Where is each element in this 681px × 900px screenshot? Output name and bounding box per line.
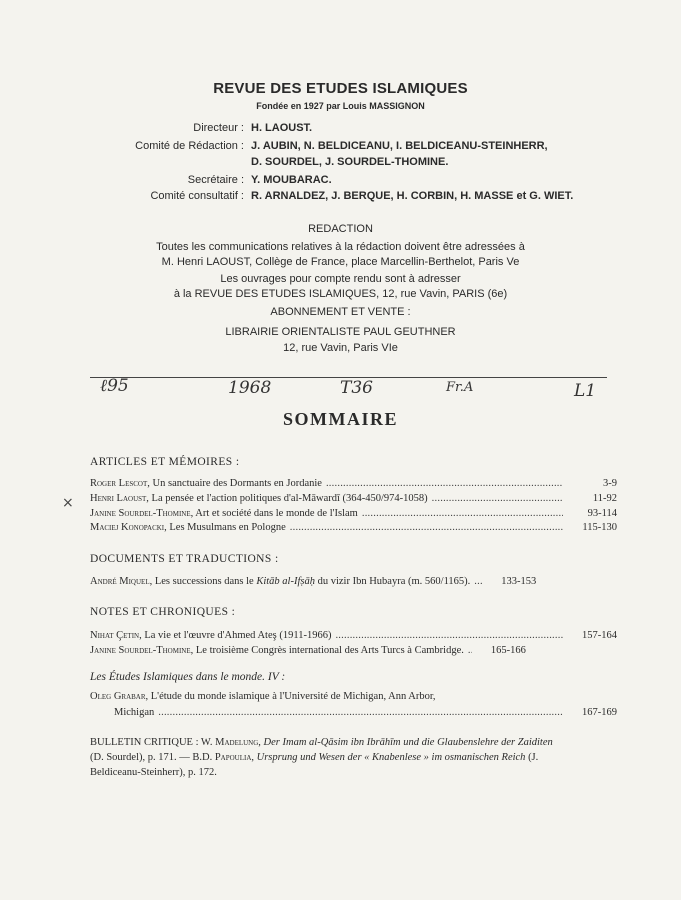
toc-title: , La vie et l'œuvre d'Ahmed Ateş (1911-1966)	[139, 630, 332, 641]
secretary-value: Y. MOUBARAC.	[251, 174, 332, 186]
toc-pages: 3-9	[603, 478, 617, 489]
toc-title-end: du vizir Ibn Hubayra (m. 560/1165).	[314, 576, 471, 587]
toc-entry[interactable]	[90, 575, 617, 589]
subscription-heading: ABONNEMENT ET VENTE :	[270, 306, 411, 318]
review1-reviewer: (D. Sourdel), p. 171. — B.D.	[90, 752, 215, 763]
sommaire-title: SOMMAIRE	[283, 409, 398, 429]
toc-pages: 11-92	[592, 493, 617, 504]
toc-entry[interactable]	[90, 521, 617, 535]
review2-reviewer: (J. Beldiceanu-Steinherr), p. 172.	[90, 752, 539, 778]
leader-dots	[432, 492, 563, 506]
publisher-address: 12, rue Vavin, Paris VIe	[283, 342, 398, 354]
toc-title: , Art et société dans le monde de l'Islam	[190, 508, 358, 519]
toc-title: , Les Musulmans en Pologne	[164, 522, 286, 533]
redaction-line1: Toutes les communications relatives à la rédaction doivent être adressées à	[156, 241, 525, 253]
toc-pages: 93-114	[587, 508, 617, 519]
toc-author: Janine Sourdel-Thomine	[90, 508, 191, 519]
toc-author: Oleg Grabar	[90, 691, 146, 702]
toc-author: Henri Laoust	[90, 493, 147, 504]
toc-author: André Miquel	[90, 576, 150, 587]
director-value: H. LAOUST.	[251, 122, 313, 134]
review2-title: Ursprung und Wesen der « Knabenlese » im osmanischen Reich	[256, 752, 526, 763]
toc-author: Roger Lescot	[90, 478, 148, 489]
toc-title-cont: Michigan	[114, 707, 155, 718]
toc-title: , Le troisième Congrès international des Arts Turcs à Cambridge.	[190, 645, 464, 656]
director-label: Directeur :	[193, 122, 244, 134]
redaction-line2: M. Henri LAOUST, Collège de France, place Marcellin-Berthelot, Paris Ve	[161, 256, 520, 268]
articles-heading: ARTICLES ET MÉMOIRES :	[90, 456, 240, 468]
notes-heading: NOTES ET CHRONIQUES :	[90, 606, 236, 618]
review1-title: Der Imam al-Qāsim ibn Ibrāhīm und die Glaubenslehre der Zaiditen	[263, 737, 553, 748]
toc-pages: 133-153	[501, 576, 537, 587]
redaction-line3: Les ouvrages pour compte rendu sont à adresser	[220, 273, 461, 285]
toc-entry[interactable]	[90, 644, 617, 658]
redaction-heading: REDACTION	[308, 223, 373, 235]
toc-entry[interactable]	[90, 507, 617, 521]
redaction-line4: à la REVUE DES ETUDES ISLAMIQUES, 12, rue Vavin, PARIS (6e)	[173, 288, 508, 300]
toc-pages: 115-130	[582, 522, 617, 533]
toc-pages: 167-169	[582, 707, 617, 718]
toc-entry[interactable]	[90, 477, 617, 491]
toc-entry-continued[interactable]	[114, 706, 617, 720]
secretary-label: Secrétaire :	[187, 174, 244, 186]
etudes-heading: Les Études Islamiques dans le monde. IV :	[90, 671, 286, 683]
toc-title-italic: Kitāb al-Ifṣāḥ	[256, 576, 315, 587]
leader-dots	[326, 477, 563, 491]
toc-author: Nihat Çetin	[90, 630, 140, 641]
handwritten-volume: T36	[340, 378, 373, 398]
toc-title: , La pensée et l'action politiques d'al-Māwardī (364-450/974-1058)	[146, 493, 428, 504]
toc-pages: 165-166	[490, 645, 526, 656]
toc-title: , Un sanctuaire des Dormants en Jordanie	[147, 478, 322, 489]
committee-line2: D. SOURDEL, J. SOURDEL-THOMINE.	[251, 156, 449, 168]
leader-dots	[290, 521, 563, 535]
documents-heading: DOCUMENTS ET TRADUCTIONS :	[90, 553, 279, 565]
handwritten-year: 1968	[228, 378, 272, 398]
handwritten-note-2: Fr.A	[446, 380, 474, 395]
toc-entry[interactable]	[90, 629, 617, 643]
handwritten-note-1: ℓ95	[100, 376, 129, 396]
advisory-label: Comité consultatif :	[150, 190, 244, 202]
bulletin-label: BULLETIN CRITIQUE : W.	[90, 737, 216, 748]
toc-entry[interactable]	[90, 690, 617, 704]
toc-author: Maciej Konopacki	[90, 522, 165, 533]
toc-author: Janine Sourdel-Thomine	[90, 645, 191, 656]
publisher-name: LIBRAIRIE ORIENTALISTE PAUL GEUTHNER	[225, 326, 456, 338]
review2-author: Papoulia	[214, 752, 252, 763]
leader-dots	[158, 706, 563, 720]
committee-line1: J. AUBIN, N. BELDICEANU, I. BELDICEANU-STEINHERR,	[251, 140, 548, 152]
leader-dots	[335, 629, 563, 643]
toc-title: , L'étude du monde islamique à l'Université de Michigan, Ann Arbor,	[145, 691, 436, 702]
leader-dots	[474, 575, 482, 589]
toc-entry[interactable]	[90, 492, 617, 506]
x-mark: ×	[62, 495, 74, 511]
leader-dots	[362, 507, 563, 521]
bulletin-critique: BULLETIN CRITIQUE : W. Madelung, Der Imam al-Qāsim ibn Ibrāhīm und die Glaubenslehre der Zaiditen (D. Sourdel), p. 171. — B.D. Papoulia, Ursprung und Wesen der « Knabenlese » im osmanischen Reich (J. Beldiceanu-Steinherr), p. 172.	[90, 737, 553, 778]
toc-pages: 157-164	[582, 630, 617, 641]
advisory-value: R. ARNALDEZ, J. BERQUE, H. CORBIN, H. MASSE et G. WIET.	[251, 190, 574, 202]
review1-author: Madelung	[215, 737, 259, 748]
journal-title: REVUE DES ETUDES ISLAMIQUES	[213, 80, 468, 97]
handwritten-note-3: L1	[574, 381, 597, 401]
founded-line: Fondée en 1927 par Louis MASSIGNON	[256, 101, 425, 111]
leader-dots	[468, 644, 472, 658]
committee-label: Comité de Rédaction :	[135, 140, 244, 152]
toc-title: , Les successions dans le	[149, 576, 257, 587]
